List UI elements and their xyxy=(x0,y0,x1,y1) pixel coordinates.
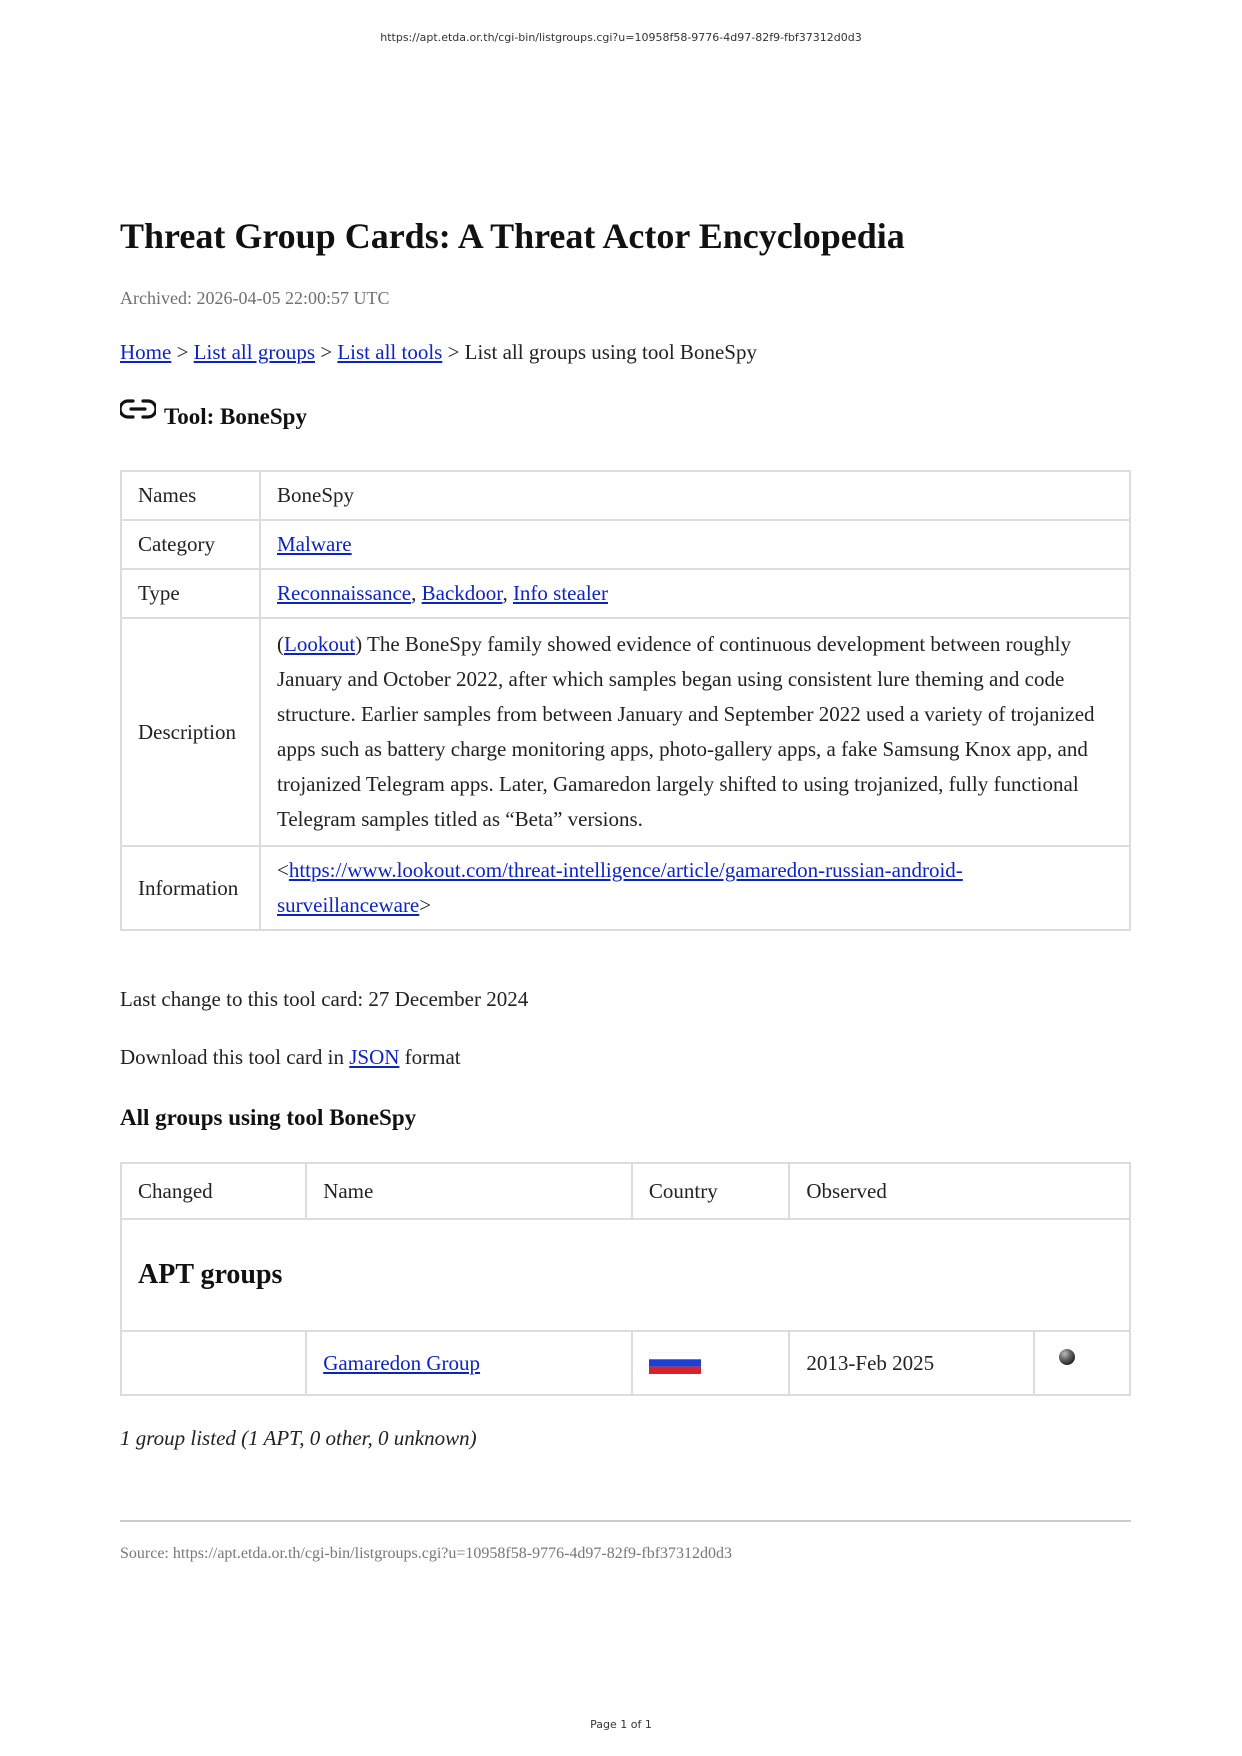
description-label: Description xyxy=(121,618,260,846)
breadcrumb-current: > List all groups using tool BoneSpy xyxy=(442,340,757,364)
link-icon xyxy=(120,396,156,422)
breadcrumb-list-groups-link[interactable]: List all groups xyxy=(193,340,315,364)
russia-flag-icon xyxy=(649,1352,701,1374)
type-value-cell xyxy=(260,569,1130,618)
status-cell xyxy=(1034,1331,1130,1395)
column-header-observed: Observed xyxy=(789,1163,1130,1219)
page-title: Threat Group Cards: A Threat Actor Encyclopedia xyxy=(120,216,905,256)
tool-heading-text: Tool: BoneSpy xyxy=(164,404,307,429)
groups-table xyxy=(120,1162,1131,1396)
information-url-link[interactable]: https://www.lookout.com/threat-intelligence/article/gamaredon-russian-android-surveillanceware xyxy=(277,858,963,917)
information-close-bracket: > xyxy=(419,893,432,917)
breadcrumb-separator: > xyxy=(315,340,338,364)
description-open-paren: ( xyxy=(277,632,284,656)
download-prefix: Download this tool card in xyxy=(120,1045,350,1069)
json-download-link[interactable]: JSON xyxy=(349,1045,400,1069)
tool-type-row xyxy=(121,569,1130,618)
column-header-name: Name xyxy=(306,1163,632,1219)
category-value-cell xyxy=(260,520,1130,569)
footer-divider xyxy=(120,1520,1131,1522)
tool-card-table xyxy=(120,470,1131,931)
description-value-cell xyxy=(260,618,1130,846)
observed-cell: 2013-Feb 2025 xyxy=(789,1331,1034,1395)
tool-information-row xyxy=(121,846,1130,930)
information-label: Information xyxy=(121,846,260,930)
breadcrumb xyxy=(120,338,757,366)
breadcrumb-separator: > xyxy=(171,340,194,364)
breadcrumb-list-tools-link[interactable]: List all tools xyxy=(337,340,443,364)
download-suffix: format xyxy=(399,1045,461,1069)
names-value: BoneSpy xyxy=(260,471,1130,520)
groups-summary: 1 group listed (1 APT, 0 other, 0 unknown) xyxy=(120,1426,477,1450)
groups-heading: All groups using tool BoneSpy xyxy=(120,1105,417,1130)
archived-timestamp: Archived: 2026-04-05 22:00:57 UTC xyxy=(120,288,390,308)
download-line xyxy=(120,1043,461,1071)
section-cell xyxy=(121,1219,1130,1331)
page-number: Page 1 of 1 xyxy=(590,1718,652,1731)
country-cell xyxy=(632,1331,790,1395)
type-reconnaissance-link[interactable]: Reconnaissance xyxy=(277,581,412,605)
category-malware-link[interactable]: Malware xyxy=(277,532,352,556)
status-dot-icon xyxy=(1059,1349,1075,1365)
column-header-changed: Changed xyxy=(121,1163,306,1219)
print-header-url: https://apt.etda.or.th/cgi-bin/listgroups.cgi?u=10958f58-9776-4d97-82f9-fbf37312d0d3 xyxy=(380,31,862,44)
type-separator: , xyxy=(411,581,422,605)
tool-names-row xyxy=(121,471,1130,520)
information-value-cell xyxy=(260,846,1130,930)
type-label: Type xyxy=(121,569,260,618)
section-row-apt xyxy=(121,1219,1130,1331)
section-title-apt-groups: APT groups xyxy=(138,1258,283,1290)
changed-cell xyxy=(121,1331,306,1395)
gamaredon-group-link[interactable]: Gamaredon Group xyxy=(323,1351,481,1375)
tool-category-row xyxy=(121,520,1130,569)
tool-heading xyxy=(120,402,307,432)
information-open-bracket: < xyxy=(277,858,289,882)
description-text: ) The BoneSpy family showed evidence of continuous development between roughly January and October 2022, after which samples began using consistent lure theming and code structure. Earlier samples from between January and September 2022 used a variety of trojanized apps such as battery charge monitoring apps, photo-gallery apps, a fake Samsung Knox app, and trojanized Telegram apps. Later, Gamaredon largely shifted to using trojanized, fully functional Telegram samples titled as “Beta” versions. xyxy=(277,632,1095,831)
table-row xyxy=(121,1331,1130,1395)
breadcrumb-home-link[interactable]: Home xyxy=(120,340,172,364)
name-cell xyxy=(306,1331,632,1395)
last-change-text: Last change to this tool card: 27 December 2024 xyxy=(120,987,529,1011)
category-label: Category xyxy=(121,520,260,569)
groups-header-row xyxy=(121,1163,1130,1219)
type-backdoor-link[interactable]: Backdoor xyxy=(421,581,503,605)
names-label: Names xyxy=(121,471,260,520)
source-url: Source: https://apt.etda.or.th/cgi-bin/listgroups.cgi?u=10958f58-9776-4d97-82f9-fbf37312d0d3 xyxy=(120,1545,733,1562)
tool-description-row xyxy=(121,618,1130,846)
lookout-source-link[interactable]: Lookout xyxy=(284,632,356,656)
type-info-stealer-link[interactable]: Info stealer xyxy=(512,581,608,605)
type-separator: , xyxy=(502,581,513,605)
column-header-country: Country xyxy=(632,1163,790,1219)
